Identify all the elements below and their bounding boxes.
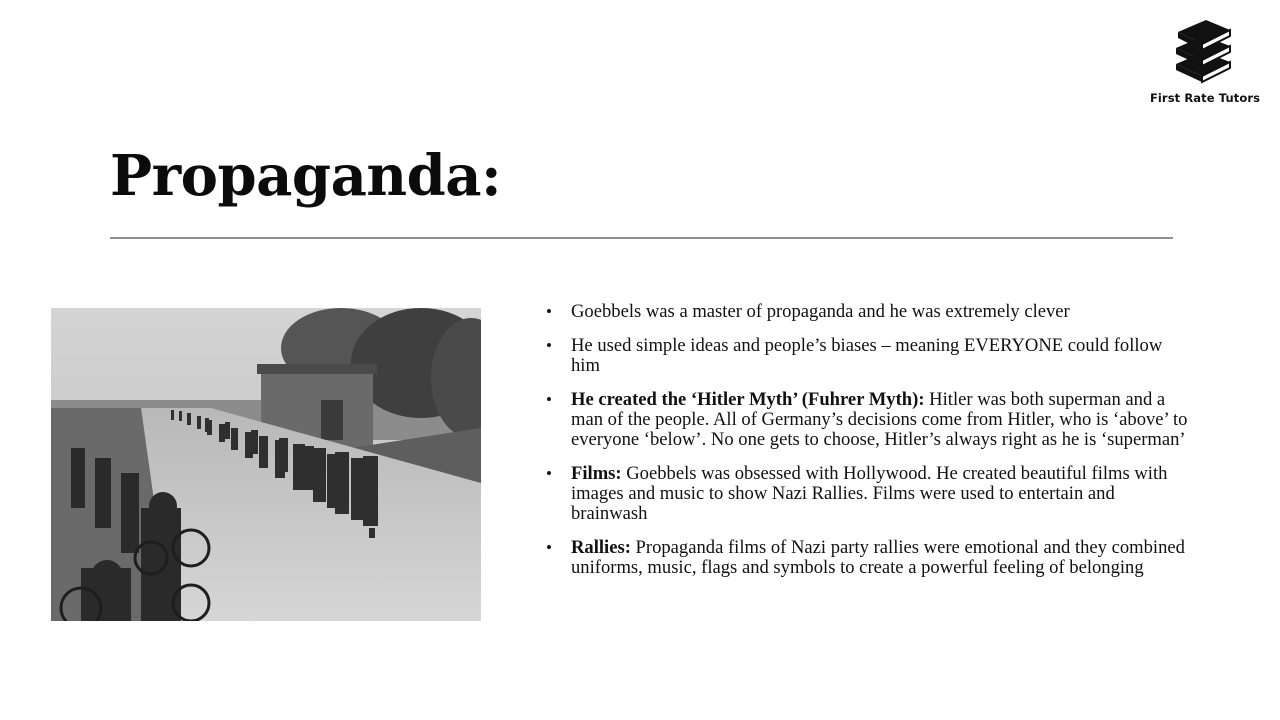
bullet-item	[546, 336, 1194, 376]
bullet-item	[546, 390, 1194, 450]
bullet-text: Goebbels was obsessed with Hollywood. He created beautiful films with images and music to show Nazi Rallies. Films were used to entertain and brainwash	[571, 463, 1168, 524]
bullet-heading: Rallies:	[571, 537, 631, 558]
bullet-list	[546, 302, 1194, 592]
book-stack-icon	[1172, 18, 1234, 84]
bullet-heading: Films:	[571, 463, 622, 484]
bullet-heading: He created the ‘Hitler Myth’ (Fuhrer Myth):	[571, 389, 925, 410]
title-divider	[110, 237, 1173, 239]
bullet-item	[546, 302, 1194, 322]
brand-logo	[1140, 18, 1270, 110]
bullet-text: Propaganda films of Nazi party rallies were emotional and they combined uniforms, music, flags and symbols to create a powerful feeling of belonging	[571, 537, 1185, 578]
bullet-text: He used simple ideas and people’s biases – meaning EVERYONE could follow him	[571, 335, 1163, 376]
bullet-text: Goebbels was a master of propaganda and he was extremely clever	[571, 301, 1070, 322]
marching-soldiers-photo	[51, 308, 481, 621]
bullet-text: Hitler was both superman and a man of the people. All of Germany’s decisions come from Hitler, who is ‘above’ to everyone ‘below’. No one gets to choose, Hitler’s always right as he is ‘superman’	[571, 389, 1188, 450]
slide-title: Propaganda:	[110, 143, 502, 209]
brand-name: First Rate Tutors	[1149, 91, 1261, 105]
bullet-item	[546, 464, 1194, 524]
bullet-item	[546, 538, 1194, 578]
